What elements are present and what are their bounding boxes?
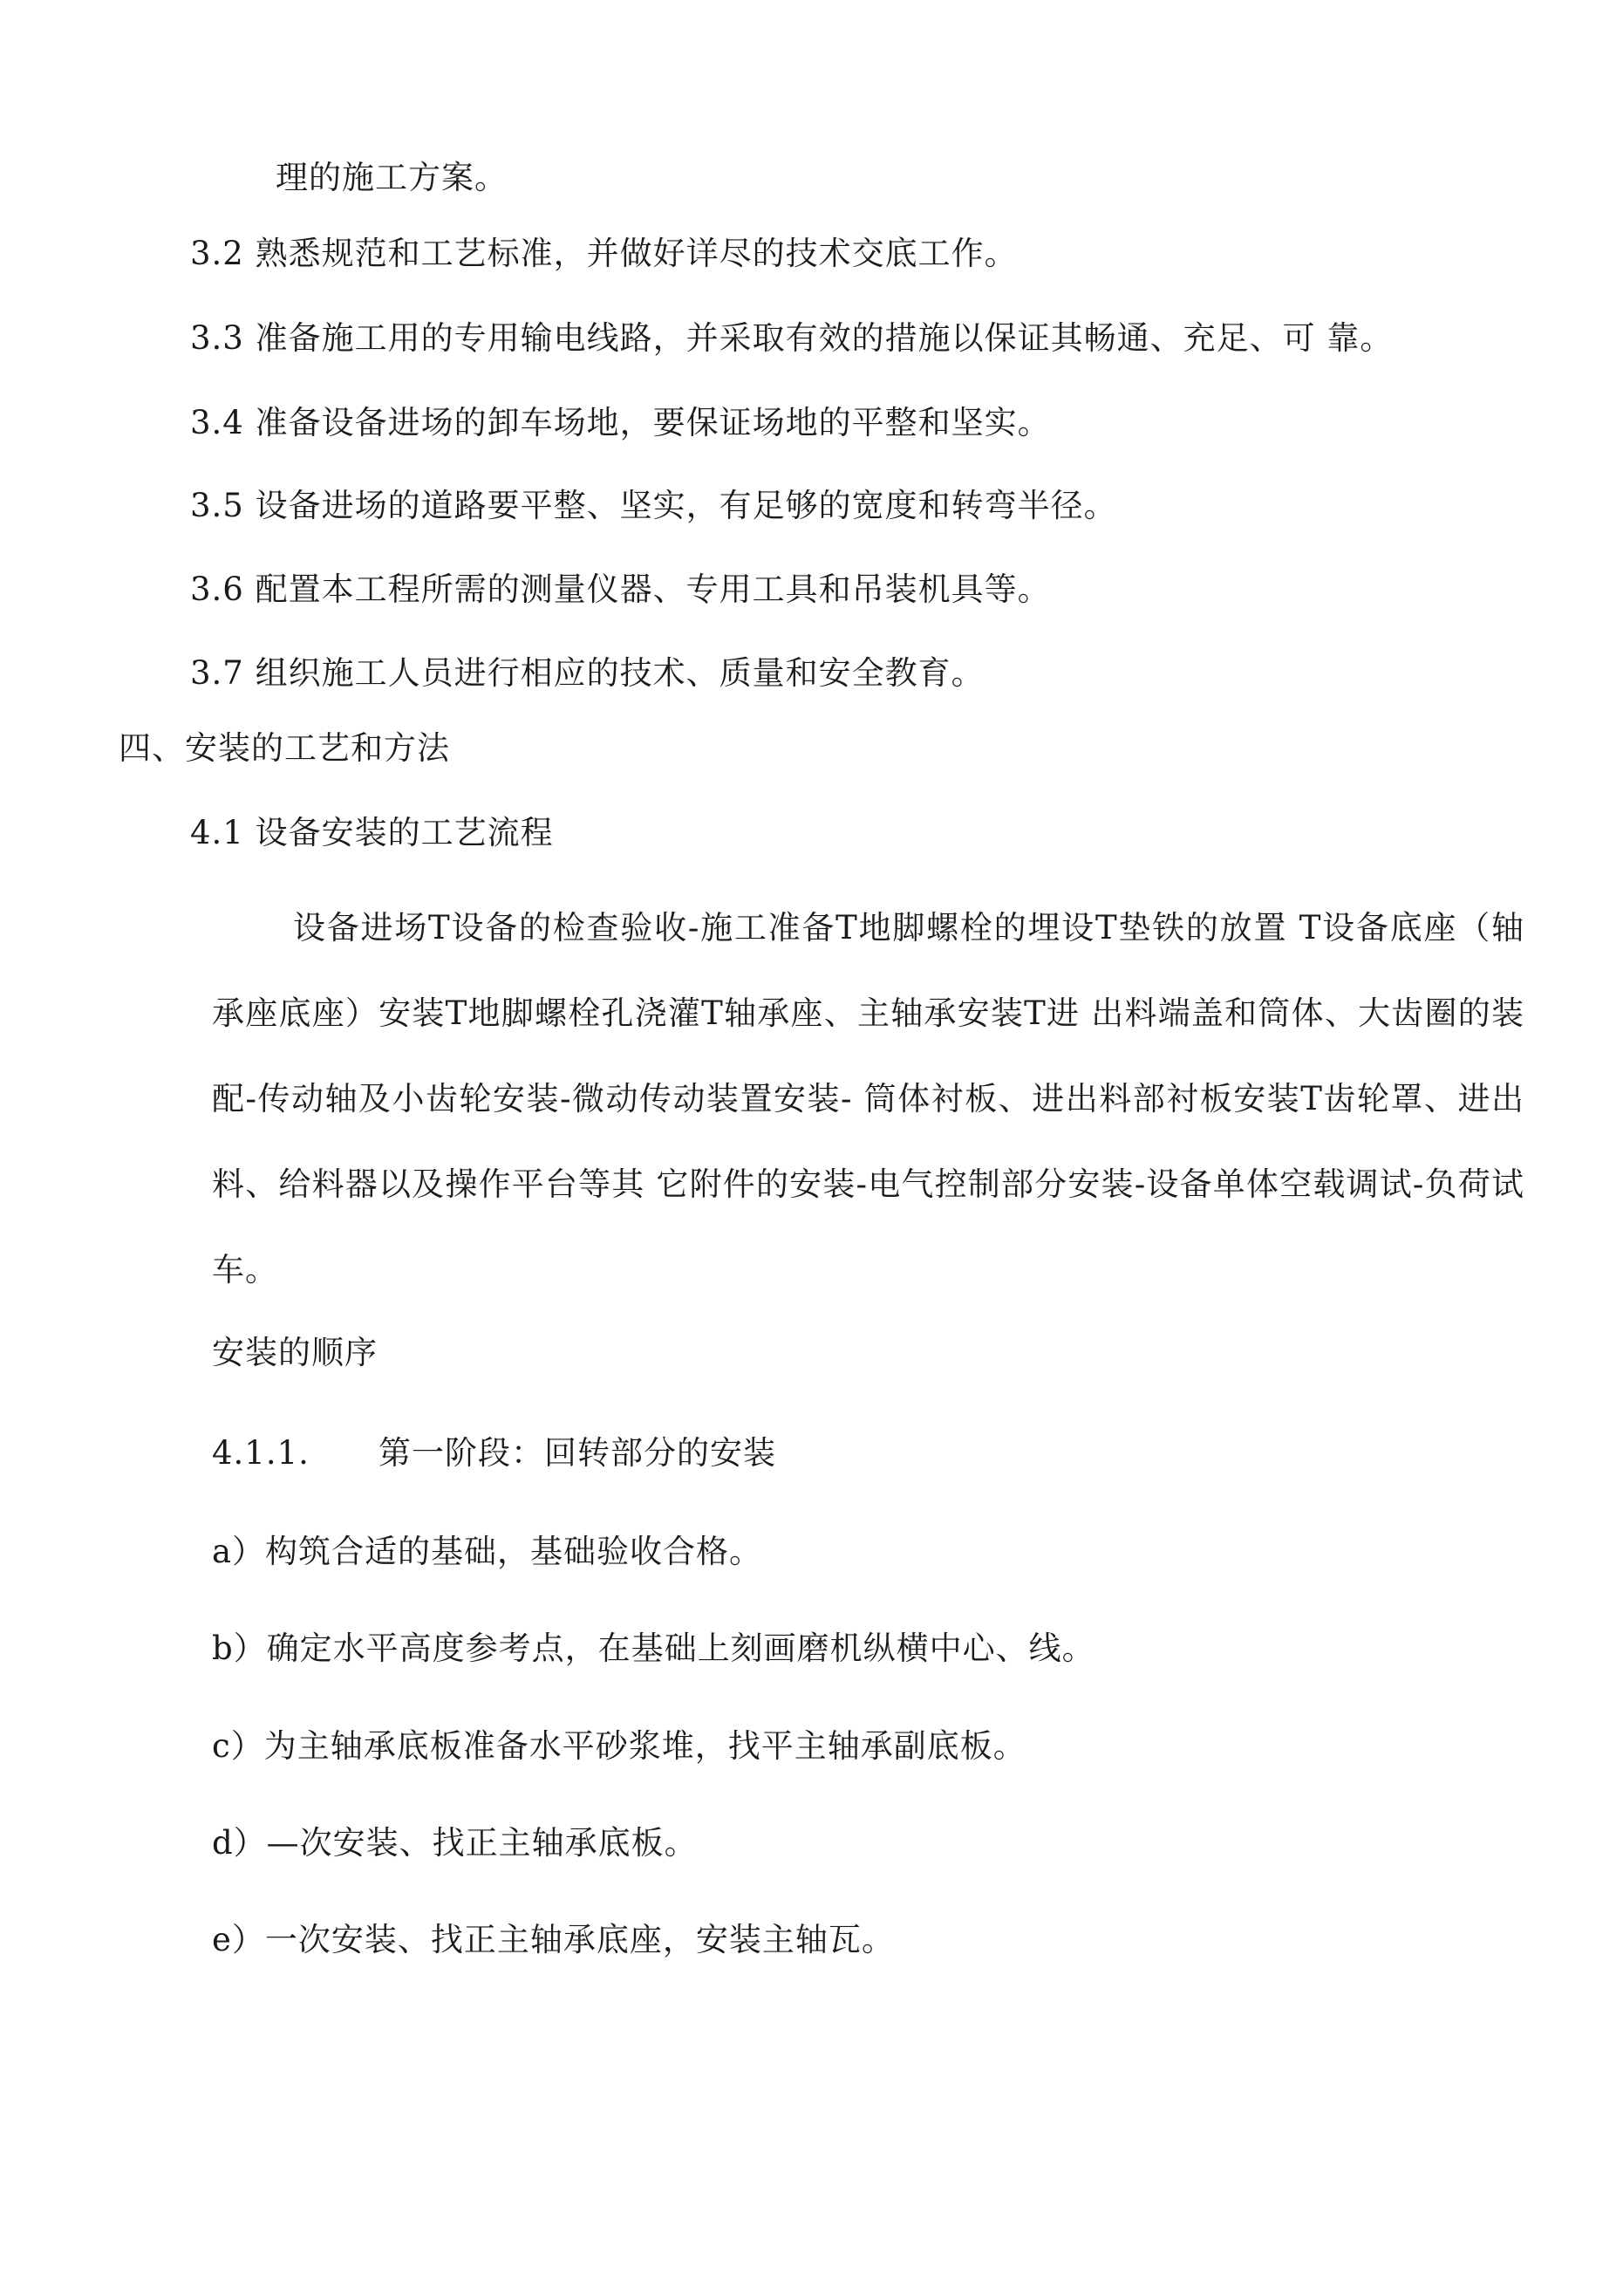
item-3-2: 3.2 熟悉规范和工艺标准，并做好详尽的技术交底工作。 — [190, 235, 1018, 272]
list-item-b: b）确定水平高度参考点，在基础上刻画磨机纵横中心、线。 — [212, 1630, 1095, 1667]
subsection-heading-4-1: 4.1 设备安装的工艺流程 — [190, 814, 554, 851]
item-3-5: 3.5 设备进场的道路要平整、坚实，有足够的宽度和转弯半径。 — [190, 487, 1117, 524]
list-item-c: c）为主轴承底板准备水平砂浆堆，找平主轴承副底板。 — [212, 1727, 1026, 1765]
text-line-continuation: 理的施工方案。 — [276, 159, 508, 196]
item-3-7: 3.7 组织施工人员进行相应的技术、质量和安全教育。 — [190, 654, 985, 692]
list-item-e: e）一次安装、找正主轴承底座，安装主轴瓦。 — [212, 1921, 895, 1958]
stage-number: 4.1.1. — [212, 1434, 310, 1472]
item-3-6: 3.6 配置本工程所需的测量仪器、专用工具和吊装机具等。 — [190, 571, 1051, 608]
section-heading-4: 四、安装的工艺和方法 — [119, 729, 450, 767]
item-3-3: 3.3 准备施工用的专用输电线路，并采取有效的措施以保证其畅通、充足、可 靠。 — [190, 319, 1394, 357]
stage-title: 第一阶段：回转部分的安装 — [378, 1434, 776, 1472]
list-item-a: a）构筑合适的基础，基础验收合格。 — [212, 1533, 763, 1570]
installation-order-label: 安装的顺序 — [212, 1334, 378, 1371]
list-item-d: d）—次安装、找正主轴承底板。 — [212, 1824, 698, 1862]
item-3-4: 3.4 准备设备进场的卸车场地，要保证场地的平整和坚实。 — [190, 404, 1051, 441]
process-flow-paragraph: 设备进场T设备的检查验收-施工准备T地脚螺栓的埋设T垫铁的放置 T设备底座（轴承座底座）安装T地脚螺栓孔浇灌T轴承座、主轴承安装T进 出料端盖和筒体、大齿圈的装配-传动轴及小齿轮安装-微动传动装置安装- 筒体衬板、进出料部衬板安装T齿轮罩、进出料、给料器以及操作平台等其 它附件的安装-电气控制部分安装-设备单体空载调试-负荷试车。 — [212, 909, 1524, 1288]
